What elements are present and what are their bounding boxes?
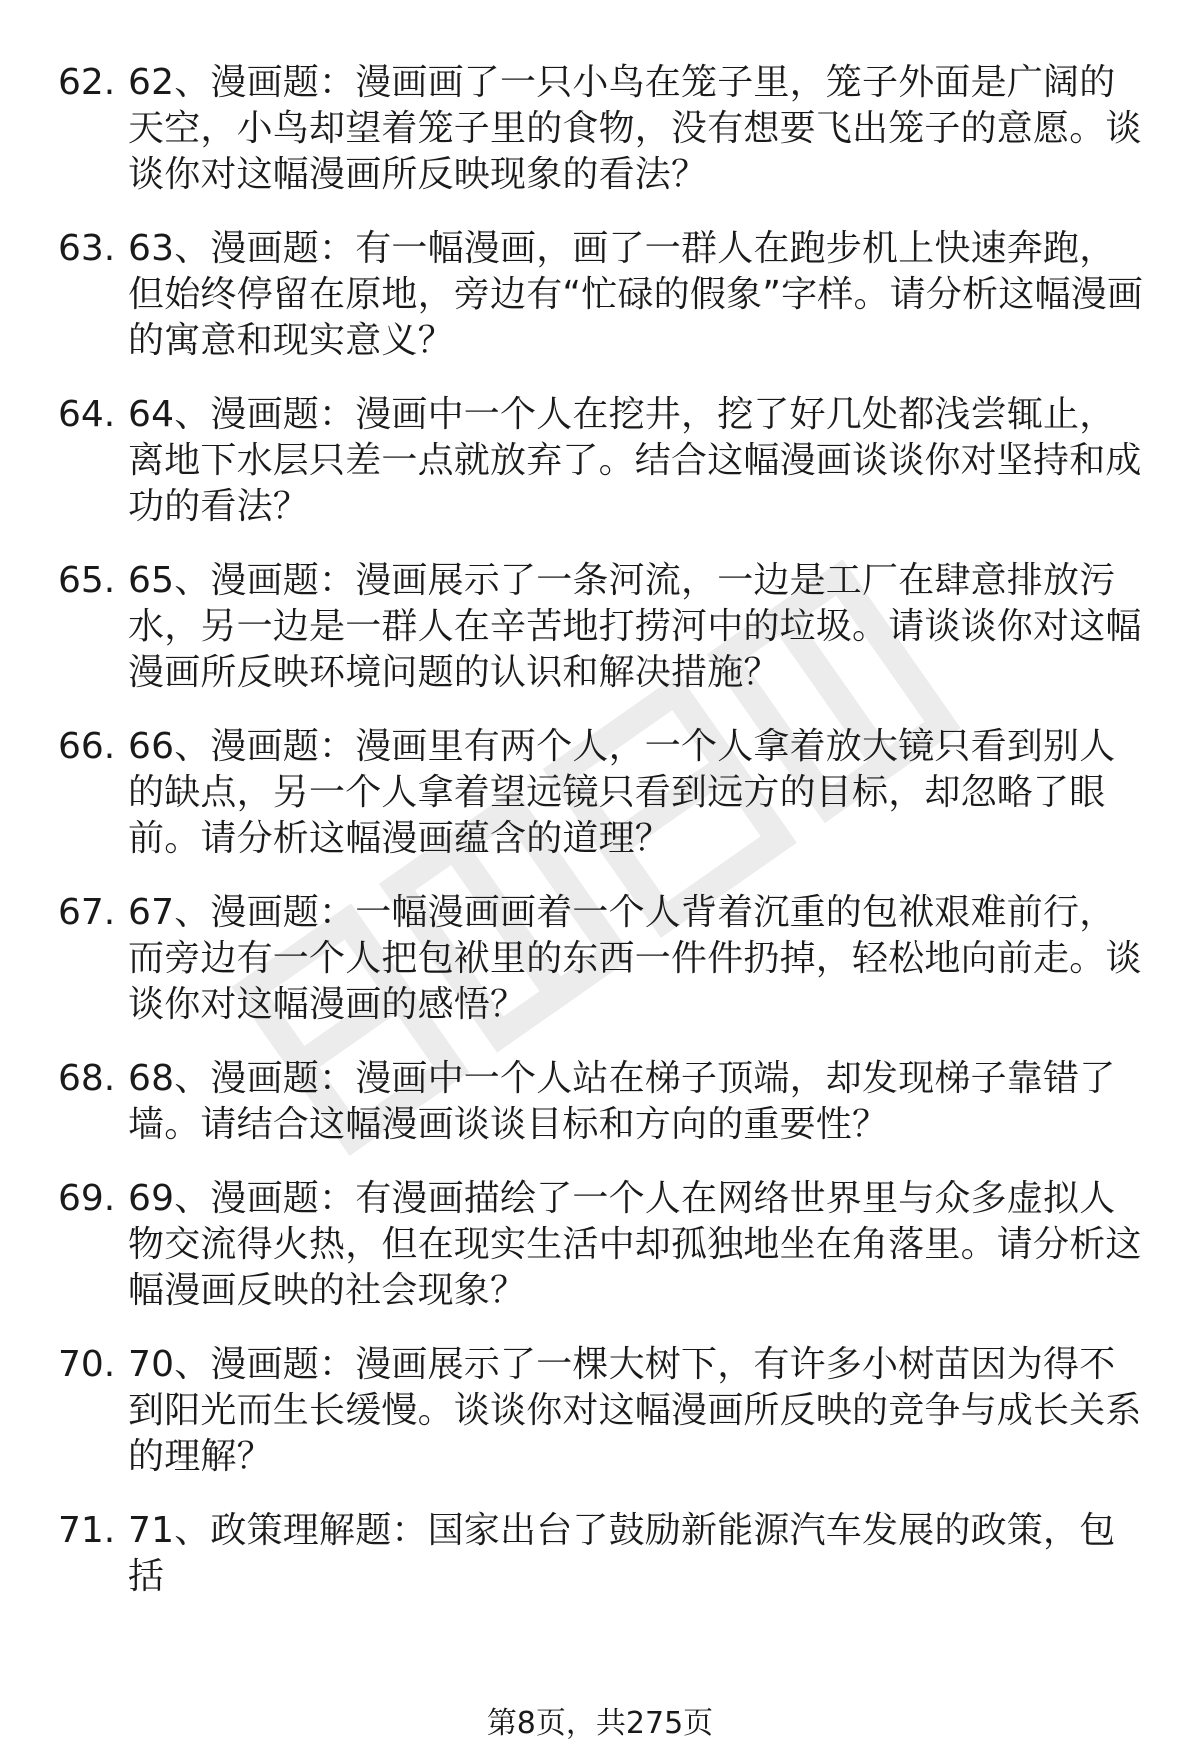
question-text: 62、漫画题：漫画画了一只小鸟在笼子里，笼子外面是广阔的天空，小鸟却望着笼子里的食物，没有想要飞出笼子的意愿。谈谈你对这幅漫画所反映现象的看法？ xyxy=(128,62,1142,195)
question-text: 69、漫画题：有漫画描绘了一个人在网络世界里与众多虚拟人物交流得火热，但在现实生活中却孤独地坐在角落里。请分析这幅漫画反映的社会现象？ xyxy=(128,1178,1142,1311)
question-number: 62. xyxy=(58,62,116,103)
list-item xyxy=(0,1056,1200,1148)
list-item xyxy=(0,1342,1200,1480)
question-text: 71、政策理解题：国家出台了鼓励新能源汽车发展的政策，包括 xyxy=(128,1510,1116,1597)
list-item xyxy=(0,890,1200,1028)
list-item xyxy=(0,1176,1200,1314)
list-item xyxy=(0,1508,1200,1597)
question-text: 67、漫画题：一幅漫画画着一个人背着沉重的包袱艰难前行，而旁边有一个人把包袱里的东西一件件扔掉，轻松地向前走。谈谈你对这幅漫画的感悟？ xyxy=(128,892,1142,1025)
question-number: 69. xyxy=(58,1178,116,1219)
question-text: 65、漫画题：漫画展示了一条河流，一边是工厂在肆意排放污水，另一边是一群人在辛苦地打捞河中的垃圾。请谈谈你对这幅漫画所反映环境问题的认识和解决措施？ xyxy=(128,560,1142,693)
question-text: 70、漫画题：漫画展示了一棵大树下，有许多小树苗因为得不到阳光而生长缓慢。谈谈你对这幅漫画所反映的竞争与成长关系的理解？ xyxy=(128,1344,1142,1477)
list-item xyxy=(0,724,1200,862)
question-text: 64、漫画题：漫画中一个人在挖井，挖了好几处都浅尝辄止，离地下水层只差一点就放弃了。结合这幅漫画谈谈你对坚持和成功的看法？ xyxy=(128,394,1142,527)
question-text: 63、漫画题：有一幅漫画，画了一群人在跑步机上快速奔跑，但始终停留在原地，旁边有“忙碌的假象”字样。请分析这幅漫画的寓意和现实意义？ xyxy=(128,228,1144,361)
list-item xyxy=(0,558,1200,696)
question-number: 63. xyxy=(58,228,116,269)
list-item xyxy=(0,226,1200,364)
page-footer: 第8页，共275页 xyxy=(486,1706,714,1741)
question-number: 71. xyxy=(58,1510,116,1551)
question-text: 68、漫画题：漫画中一个人站在梯子顶端，却发现梯子靠错了墙。请结合这幅漫画谈谈目标和方向的重要性？ xyxy=(128,1058,1116,1145)
question-number: 70. xyxy=(58,1344,116,1385)
list-item xyxy=(0,392,1200,530)
question-number: 66. xyxy=(58,726,116,767)
question-number: 65. xyxy=(58,560,116,601)
list-item xyxy=(0,60,1200,198)
question-number: 64. xyxy=(58,394,116,435)
question-text: 66、漫画题：漫画里有两个人，一个人拿着放大镜只看到别人的缺点，另一个人拿着望远镜只看到远方的目标，却忽略了眼前。请分析这幅漫画蕴含的道理？ xyxy=(128,726,1116,859)
question-number: 68. xyxy=(58,1058,116,1099)
question-list xyxy=(0,60,1200,1597)
question-number: 67. xyxy=(58,892,116,933)
